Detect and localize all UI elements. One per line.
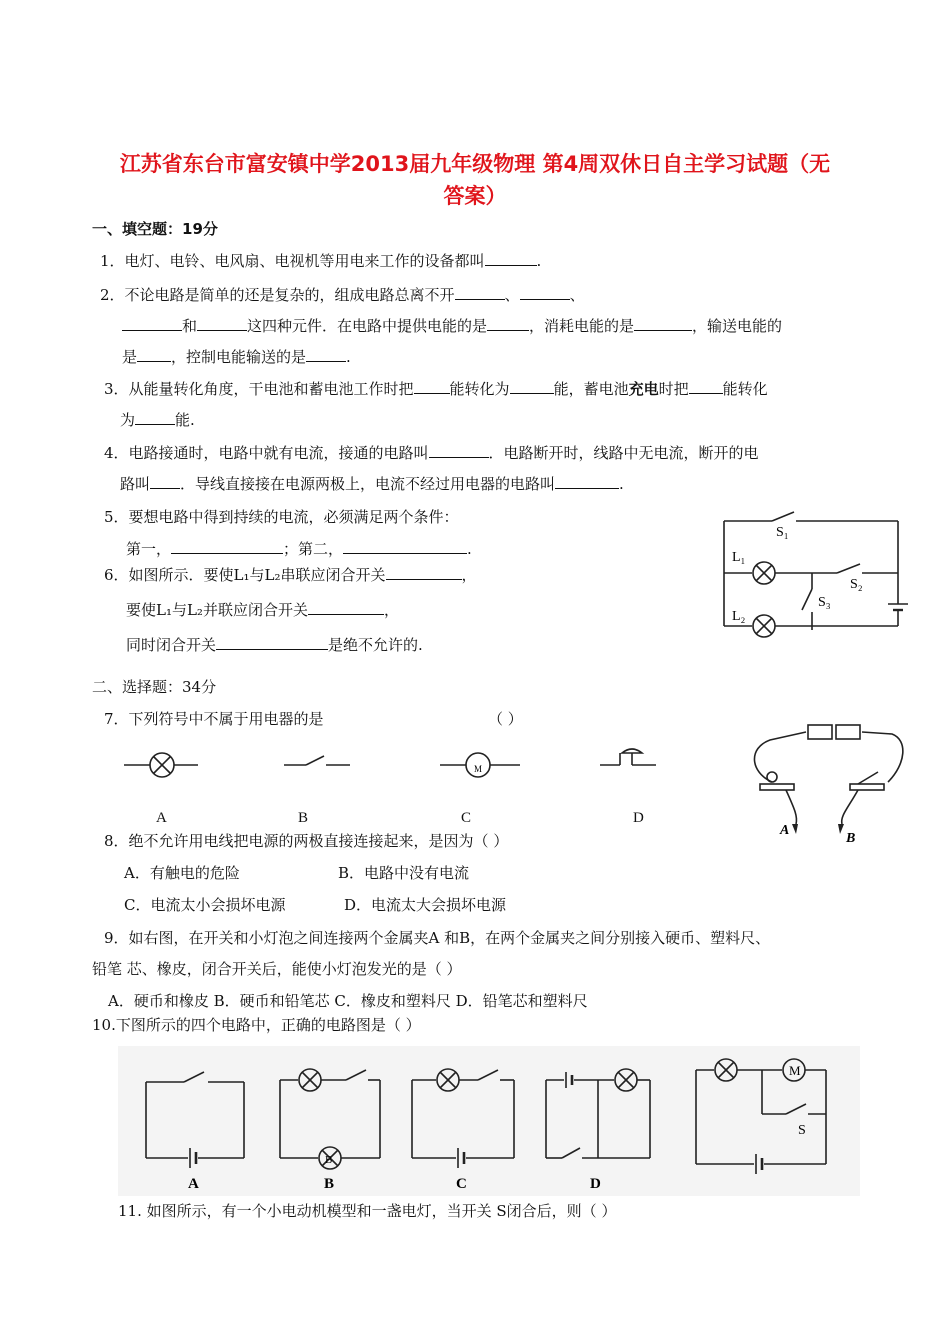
q7-label-c: C: [461, 810, 472, 826]
q7-label-a: A: [156, 810, 167, 826]
q7-symbols: [120, 745, 680, 785]
fig9-label-b: B: [846, 831, 856, 846]
question-5-line2: 第一， ；第二， .: [126, 540, 472, 558]
section-fill-heading: 一、填空题：19分: [92, 220, 218, 238]
label-s1: S₁: [776, 525, 789, 540]
q7-label-b: B: [298, 810, 309, 826]
question-3-line1: 3．从能量转化角度，干电池和蓄电池工作时把 能转化为 能，蓄电池充电时把 能转化: [104, 380, 768, 398]
q1-blank[interactable]: [485, 251, 537, 266]
q8-option-a[interactable]: A．有触电的危险: [124, 864, 240, 882]
q7-label-d: D: [633, 810, 644, 826]
question-3-line2: 为 能.: [120, 411, 195, 429]
question-6-line3: 同时闭合开关 是绝不允许的.: [126, 636, 423, 654]
q10-motor-letter: M: [789, 1063, 801, 1078]
label-s2: S₂: [850, 577, 863, 592]
q5-blank-2[interactable]: [343, 539, 467, 554]
q10-label-a: A: [188, 1176, 199, 1192]
q10-label-d: D: [590, 1176, 601, 1192]
question-11: 11. 如图所示，有一个小电动机模型和一盏电灯，当开关 S闭合后，则（ ）: [118, 1202, 617, 1220]
question-9-line2: 铅笔 芯、橡皮，闭合开关后，能使小灯泡发光的是（ ）: [92, 960, 462, 978]
question-4-line2: 路叫 ．导线直接接在电源两极上，电流不经过用电器的电路叫 .: [120, 475, 624, 493]
q6-blank-2[interactable]: [308, 600, 384, 615]
q10-label-c: C: [456, 1176, 467, 1192]
q6-blank-1[interactable]: [386, 565, 462, 580]
question-9-line1: 9．如右图，在开关和小灯泡之间连接两个金属夹A 和B，在两个金属夹之间分别接入硬币、塑料尺、: [104, 929, 771, 947]
question-5-line1: 5．要想电路中得到持续的电流，必须满足两个条件：: [104, 508, 459, 526]
q4-blank-2[interactable]: [150, 474, 180, 489]
q6-blank-3[interactable]: [216, 635, 328, 650]
q8-option-c[interactable]: C．电流太小会损坏电源: [124, 896, 286, 914]
q1-text: 1．电灯、电铃、电风扇、电视机等用电来工作的设备都叫: [100, 252, 485, 270]
q9-options[interactable]: A．硬币和橡皮 B．硬币和铅笔芯 C．橡皮和塑料尺 D．铅笔芯和塑料尺: [108, 992, 588, 1010]
question-7-answer-paren[interactable]: （ ）: [488, 710, 523, 728]
figure-q9-sketch: [742, 720, 912, 850]
q2-blank-6[interactable]: [634, 316, 692, 331]
question-2-line2: 和 这四种元件．在电路中提供电能的是 ，消耗电能的是 ，输送电能的: [122, 315, 782, 336]
q2-blank-1[interactable]: [455, 285, 505, 300]
question-1: 1．电灯、电铃、电风扇、电视机等用电来工作的设备都叫 .: [100, 252, 542, 270]
document-title-line1: 江苏省东台市富安镇中学2013届九年级物理 第4周双休日自主学习试题（无: [119, 152, 831, 176]
q8-option-d[interactable]: D．电流太大会损坏电源: [344, 896, 507, 914]
q2-blank-3[interactable]: [122, 316, 182, 331]
q2-blank-8[interactable]: [306, 347, 346, 362]
question-7: 7．下列符号中不属于用电器的是: [104, 710, 324, 728]
document-title-line2: 答案）: [443, 184, 507, 208]
q10-b-lamp-letter: B: [325, 1154, 333, 1166]
label-s3: S₃: [818, 595, 831, 610]
question-6-line2: 要使L₁与L₂并联应闭合开关 ，: [126, 601, 399, 619]
figure-q6-circuit: [712, 506, 912, 646]
q2-blank-2[interactable]: [520, 285, 570, 300]
question-6-line1: 6．如图所示．要使L₁与L₂串联应闭合开关 ，: [104, 566, 477, 584]
section-choice-heading: 二、选择题：34分: [92, 678, 217, 696]
q3-blank-3[interactable]: [689, 379, 723, 394]
q2-blank-5[interactable]: [487, 316, 529, 331]
fig9-label-a: A: [780, 823, 790, 838]
q10-circuits: [118, 1046, 860, 1196]
question-10: 10.下图所示的四个电路中，正确的电路图是（ ）: [92, 1016, 421, 1034]
q4-blank-3[interactable]: [555, 474, 619, 489]
question-2-line3: 是 ，控制电能输送的是 .: [122, 348, 351, 366]
q2-blank-7[interactable]: [137, 347, 171, 362]
q10-switch-letter: S: [798, 1123, 806, 1138]
q3-blank-1[interactable]: [414, 379, 450, 394]
q3-blank-2[interactable]: [510, 379, 554, 394]
q8-option-b[interactable]: B．电路中没有电流: [338, 864, 470, 882]
label-l2: L₂: [732, 609, 746, 624]
q5-blank-1[interactable]: [171, 539, 283, 554]
label-l1: L₁: [732, 550, 746, 565]
q3-blank-4[interactable]: [135, 410, 175, 425]
q2-blank-4[interactable]: [197, 316, 247, 331]
q10-label-b: B: [324, 1176, 335, 1192]
q7-motor-letter: M: [474, 764, 483, 774]
question-2-line1: 2．不论电路是简单的还是复杂的，组成电路总离不开 、 、: [100, 286, 585, 304]
q4-blank-1[interactable]: [429, 443, 489, 458]
question-8: 8．绝不允许用电线把电源的两极直接连接起来，是因为（ ）: [104, 832, 509, 850]
question-4-line1: 4．电路接通时，电路中就有电流，接通的电路叫 ．电路断开时，线路中无电流，断开的电: [104, 444, 759, 462]
